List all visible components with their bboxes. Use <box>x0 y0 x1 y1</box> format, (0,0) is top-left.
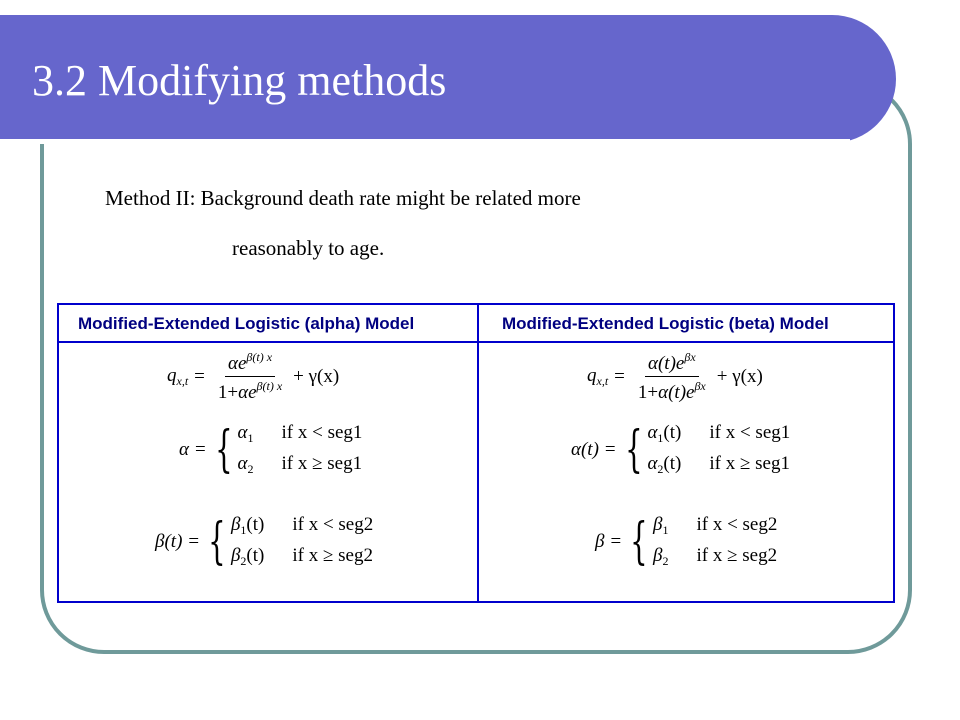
body-text-line-2: reasonably to age. <box>232 236 385 260</box>
table-header-divider <box>59 341 893 343</box>
table-column-divider <box>477 305 479 601</box>
alpha-t-piecewise-equation: α(t) = { $\alpha_1(t)$ if x < seg1 $\alpha_2(t)$ if x ≥ seg1 <box>571 420 791 478</box>
beta-piecewise-equation: β = { $\beta_1$ if x < seg2 $\beta_2$ if x ≥ seg2 <box>595 512 778 570</box>
header-alpha-model: Modified-Extended Logistic (alpha) Model <box>78 314 415 333</box>
model-comparison-table <box>57 303 895 603</box>
alpha-model-q-equation: $q_{x,t}$ = $\frac{\alpha e^{\beta(t) x}}{1+\alpha e^{\beta(t) x}}$ + γ(x) <box>167 350 340 403</box>
beta-model-q-equation: $q_{x,t}$ = $\frac{\alpha(t)e^{\beta x}}{1+\alpha(t)e^{\beta x}}$ + γ(x) <box>587 350 763 403</box>
beta-t-piecewise-equation: β(t) = { $\beta_1(t)$ if x < seg2 $\beta_2(t)$ if x ≥ seg2 <box>155 512 374 570</box>
body-text-line-1: Method II: Background death rate might be related more <box>105 186 581 210</box>
alpha-piecewise-equation: α = { $\alpha_1$ if x < seg1 $\alpha_2$ if x ≥ seg1 <box>179 420 363 478</box>
title-underline <box>0 139 850 144</box>
header-beta-model: Modified-Extended Logistic (beta) Model <box>502 314 829 333</box>
slide-title: 3.2 Modifying methods <box>32 56 447 105</box>
title-bar <box>0 15 896 143</box>
